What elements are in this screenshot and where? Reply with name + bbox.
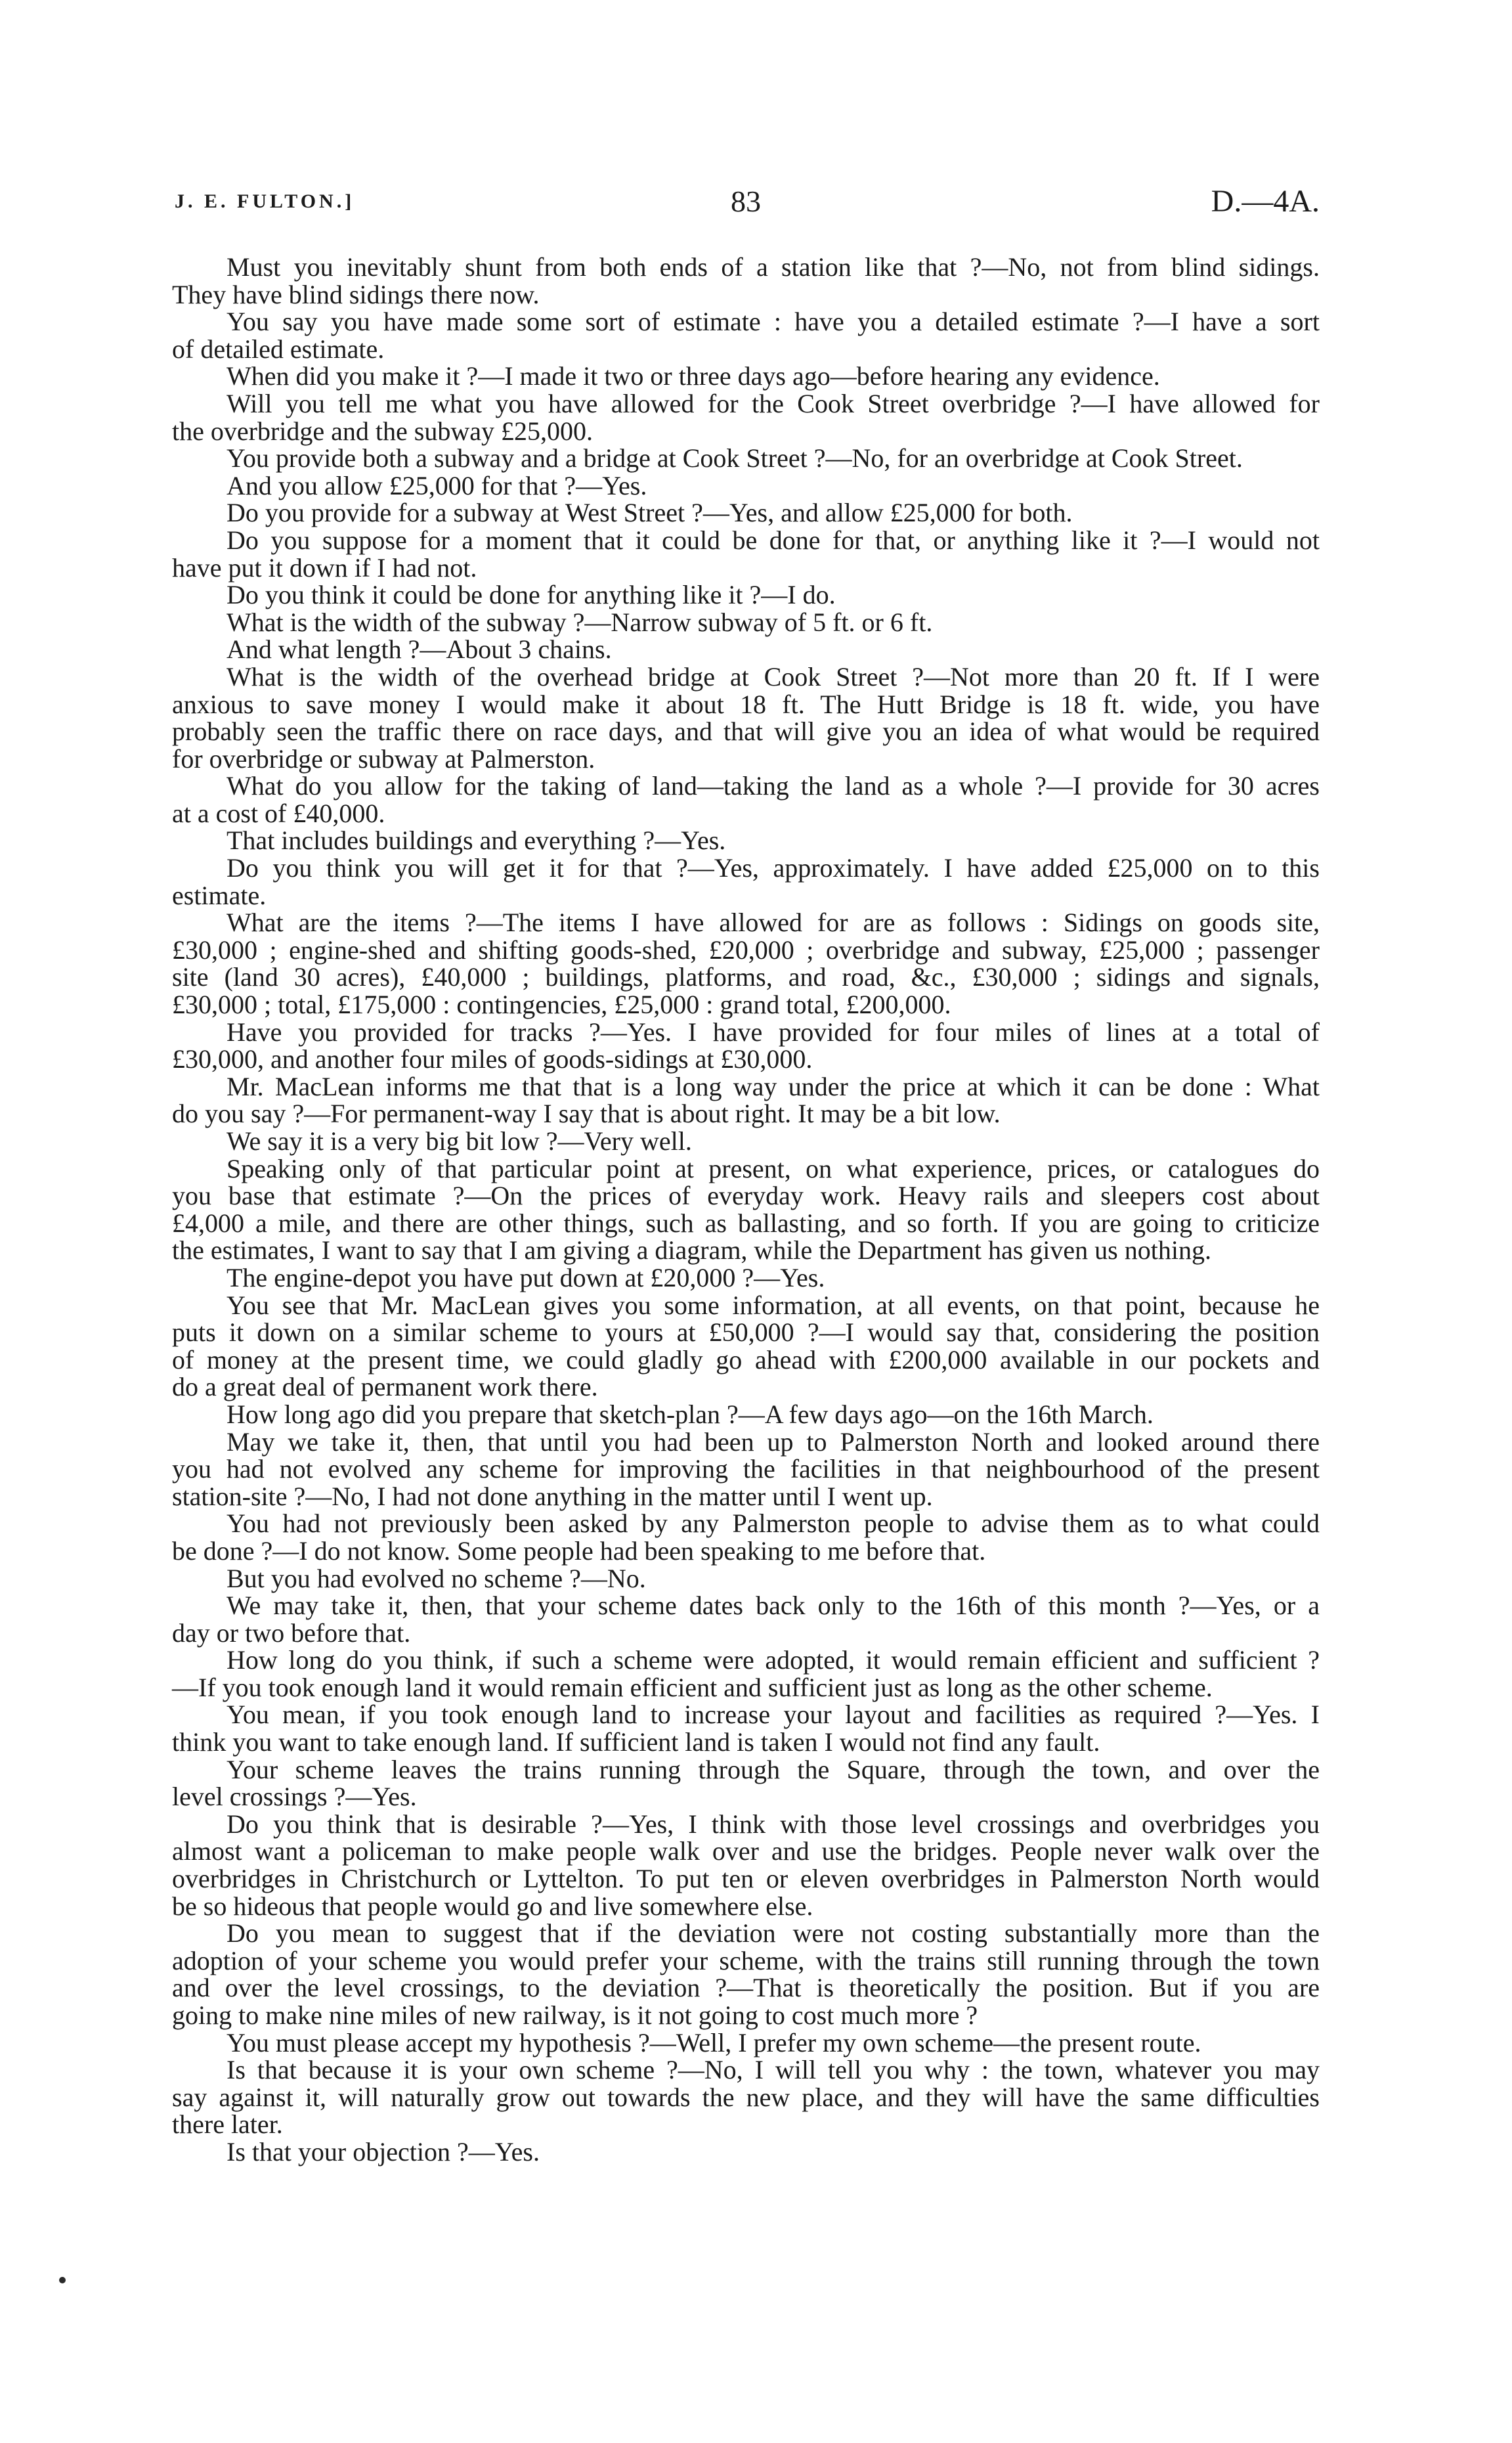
text-line: be so hideous that people would go and live somewhere else. xyxy=(172,1891,813,1921)
text-line: You mean, if you took enough land to increase your layout and facilities as required ?—Yes. I xyxy=(227,1700,1320,1730)
text-line: What is the width of the subway ?—Narrow subway of 5 ft. or 6 ft. xyxy=(227,607,933,637)
paragraph xyxy=(172,1510,1320,1564)
text-line: do you say ?—For permanent-way I say that is about right. It may be a bit low. xyxy=(172,1099,1001,1129)
text-line: at a cost of £40,000. xyxy=(172,798,385,828)
paragraph xyxy=(172,1701,1320,1755)
text-line: May we take it, then, that until you had been up to Palmerston North and looked around there xyxy=(227,1426,1320,1457)
text-line: How long ago did you prepare that sketch-plan ?—A few days ago—on the 16th March. xyxy=(227,1399,1154,1429)
text-line: But you had evolved no scheme ?—No. xyxy=(227,1563,646,1593)
text-line: They have blind sidings there now. xyxy=(172,279,540,309)
text-line: almost want a policeman to make people walk over and use the bridges. People never walk over the xyxy=(172,1836,1320,1866)
text-line: do a great deal of permanent work there. xyxy=(172,1372,598,1402)
paragraph xyxy=(172,472,1320,500)
text-line: there later. xyxy=(172,2109,283,2140)
text-line: of money at the present time, we could gladly go ahead with £200,000 available in our pockets and xyxy=(172,1344,1320,1375)
text-line: Will you tell me what you have allowed for the Cook Street overbridge ?—I have allowed for xyxy=(227,388,1320,418)
text-line: Do you provide for a subway at West Street ?—Yes, and allow £25,000 for both. xyxy=(227,498,1073,528)
paragraph xyxy=(172,363,1320,390)
paragraph xyxy=(172,1592,1320,1646)
text-line: day or two before that. xyxy=(172,1618,411,1648)
paragraph xyxy=(172,308,1320,363)
paragraph xyxy=(172,1920,1320,2029)
text-line: say against it, will naturally grow out towards the new place, and they will have the same difficulties xyxy=(172,2082,1320,2112)
paragraph xyxy=(172,663,1320,772)
running-head xyxy=(172,184,1320,219)
text-line: think you want to take enough land. If sufficient land is taken I would not find any fault. xyxy=(172,1727,1100,1757)
paragraph xyxy=(172,1565,1320,1593)
text-line: How long do you think, if such a scheme were adopted, it would remain efficient and sufficient ? xyxy=(227,1645,1320,1675)
text-line: —If you took enough land it would remain efficient and sufficient just as long as the other scheme. xyxy=(172,1672,1213,1702)
page-number: 83 xyxy=(731,185,761,218)
paragraph xyxy=(172,1646,1320,1701)
text-line: Do you think you will get it for that ?—Yes, approximately. I have added £25,000 on to this xyxy=(227,853,1320,883)
paragraph xyxy=(172,1073,1320,1128)
text-line: What are the items ?—The items I have allowed for are as follows : Sidings on goods site, xyxy=(227,908,1320,938)
paragraph xyxy=(172,499,1320,527)
paragraph xyxy=(172,1401,1320,1428)
witness-name: J. E. FULTON.] xyxy=(175,190,355,212)
text-line: Do you think it could be done for anything like it ?—I do. xyxy=(227,580,836,610)
text-line: have put it down if I had not. xyxy=(172,552,477,583)
text-line: You had not previously been asked by any Palmerston people to advise them as to what could xyxy=(227,1508,1320,1539)
text-line: £30,000 ; engine-shed and shifting goods-shed, £20,000 ; overbridge and subway, £25,000 ; passenger xyxy=(172,935,1320,965)
text-line: £30,000, and another four miles of goods-sidings at £30,000. xyxy=(172,1044,813,1074)
document-reference: D.—4A. xyxy=(1211,184,1320,219)
text-line: You say you have made some sort of estimate : have you a detailed estimate ?—I have a sort xyxy=(227,307,1320,337)
text-line: you base that estimate ?—On the prices of everyday work. Heavy rails and sleepers cost about xyxy=(172,1181,1320,1211)
paragraph xyxy=(172,609,1320,636)
text-line: Do you think that is desirable ?—Yes, I think with those level crossings and overbridges you xyxy=(227,1809,1320,1839)
text-line: overbridges in Christchurch or Lyttelton. To put ten or eleven overbridges in Palmerston North would xyxy=(172,1864,1320,1894)
text-line: for overbridge or subway at Palmerston. xyxy=(172,743,595,774)
text-line: £4,000 a mile, and there are other things, such as ballasting, and so forth. If you are going to criticize xyxy=(172,1208,1320,1238)
text-line: Must you inevitably shunt from both ends of a station like that ?—No, not from blind sidings. xyxy=(227,252,1320,282)
paragraph xyxy=(172,390,1320,445)
text-line: What is the width of the overhead bridge at Cook Street ?—Not more than 20 ft. If I were xyxy=(227,661,1320,692)
text-line: station-site ?—No, I had not done anything in the matter until I went up. xyxy=(172,1481,933,1511)
text-line: Your scheme leaves the trains running through the Square, through the town, and over the xyxy=(227,1754,1320,1784)
paragraph xyxy=(172,1128,1320,1155)
text-line: You see that Mr. MacLean gives you some information, at all events, on that point, because he xyxy=(227,1290,1320,1320)
paragraph xyxy=(172,527,1320,581)
text-line: Do you suppose for a moment that it could be done for that, or anything like it ?—I would not xyxy=(227,525,1320,555)
text-line: adoption of your scheme you would prefer your scheme, with the trains still running through the town xyxy=(172,1945,1320,1975)
text-line: site (land 30 acres), £40,000 ; buildings, platforms, and road, &c., £30,000 ; sidings and signals, xyxy=(172,962,1320,992)
text-line: and over the level crossings, to the deviation ?—That is theoretically the position. But if you are xyxy=(172,1973,1320,2003)
text-line: anxious to save money I would make it about 18 ft. The Hutt Bridge is 18 ft. wide, you have xyxy=(172,689,1320,719)
text-line: That includes buildings and everything ?—Yes. xyxy=(227,825,726,856)
text-line: the estimates, I want to say that I am giving a diagram, while the Department has given us nothing. xyxy=(172,1235,1211,1266)
text-line: puts it down on a similar scheme to yours at £50,000 ?—I would say that, considering the position xyxy=(172,1317,1320,1348)
paragraph xyxy=(172,827,1320,854)
text-line: When did you make it ?—I made it two or three days ago—before hearing any evidence. xyxy=(227,361,1160,391)
paragraph xyxy=(172,253,1320,308)
paragraph xyxy=(172,2138,1320,2166)
text-line: be done ?—I do not know. Some people had been speaking to me before that. xyxy=(172,1535,986,1566)
text-line: level crossings ?—Yes. xyxy=(172,1782,417,1812)
text-line: going to make nine miles of new railway, is it not going to cost much more ? xyxy=(172,2000,978,2030)
paragraph xyxy=(172,1292,1320,1401)
text-line: Is that your objection ?—Yes. xyxy=(227,2136,540,2167)
paragraph xyxy=(172,1019,1320,1073)
paragraph xyxy=(172,909,1320,1018)
text-line: Is that because it is your own scheme ?—No, I will tell you why : the town, whatever you may xyxy=(227,2055,1320,2085)
text-line: The engine-depot you have put down at £20,000 ?—Yes. xyxy=(227,1262,825,1292)
scan-mark xyxy=(59,2277,66,2283)
text-line: You must please accept my hypothesis ?—Well, I prefer my own scheme—the present route. xyxy=(227,2027,1201,2058)
paragraph xyxy=(172,1811,1320,1920)
text-line: Speaking only of that particular point at present, on what experience, prices, or catalogues do xyxy=(227,1153,1320,1183)
paragraph xyxy=(172,772,1320,827)
text-line: And what length ?—About 3 chains. xyxy=(227,634,612,665)
paragraph xyxy=(172,636,1320,663)
paragraph xyxy=(172,854,1320,909)
text-line: Mr. MacLean informs me that that is a long way under the price at which it can be done : What xyxy=(227,1071,1320,1101)
text-line: We may take it, then, that your scheme dates back only to the 16th of this month ?—Yes, or a xyxy=(227,1591,1320,1621)
text-line: Do you mean to suggest that if the deviation were not costing substantially more than the xyxy=(227,1918,1320,1948)
paragraph xyxy=(172,2056,1320,2138)
paragraph xyxy=(172,445,1320,472)
text-line: probably seen the traffic there on race days, and that will give you an idea of what would be required xyxy=(172,716,1320,747)
text-line: of detailed estimate. xyxy=(172,334,385,364)
body-text xyxy=(172,253,1320,2166)
paragraph xyxy=(172,2029,1320,2057)
paragraph xyxy=(172,1155,1320,1264)
text-line: What do you allow for the taking of land—taking the land as a whole ?—I provide for 30 acres xyxy=(227,771,1320,801)
paragraph xyxy=(172,1428,1320,1510)
text-line: £30,000 ; total, £175,000 : contingencies, £25,000 : grand total, £200,000. xyxy=(172,990,951,1020)
paragraph xyxy=(172,1756,1320,1811)
text-line: you had not evolved any scheme for improving the facilities in that neighbourhood of the present xyxy=(172,1454,1320,1484)
text-line: You provide both a subway and a bridge at Cook Street ?—No, for an overbridge at Cook Street. xyxy=(227,443,1243,473)
text-line: estimate. xyxy=(172,880,267,910)
text-line: Have you provided for tracks ?—Yes. I have provided for four miles of lines at a total of xyxy=(227,1017,1320,1047)
paragraph xyxy=(172,581,1320,609)
paragraph xyxy=(172,1264,1320,1292)
text-line: We say it is a very big bit low ?—Very well. xyxy=(227,1126,692,1156)
text-line: And you allow £25,000 for that ?—Yes. xyxy=(227,470,647,500)
text-line: the overbridge and the subway £25,000. xyxy=(172,416,593,446)
